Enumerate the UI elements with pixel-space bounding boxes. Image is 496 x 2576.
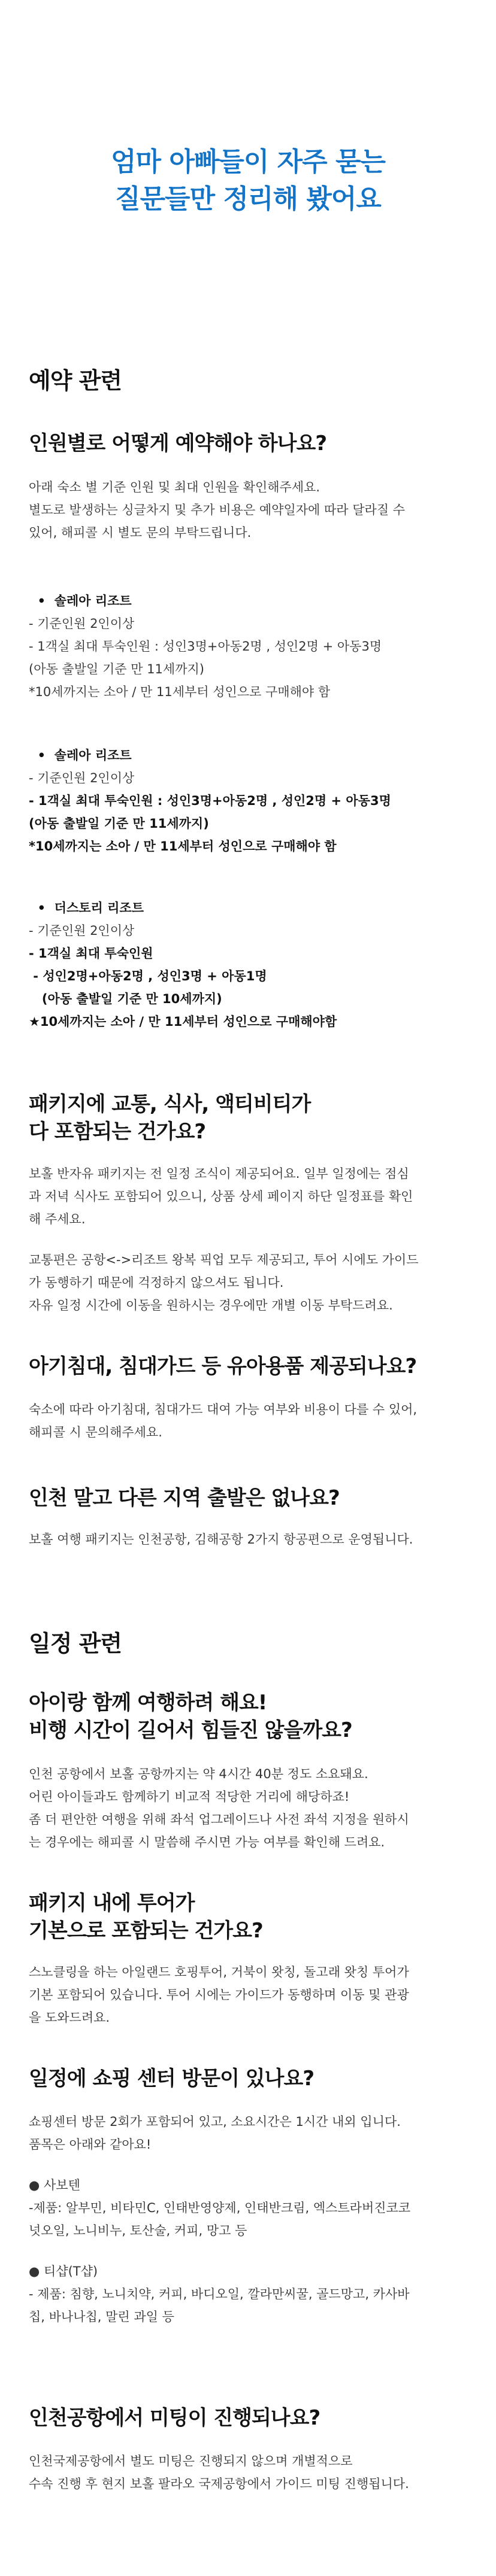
answer-line: 는 경우에는 해피콜 시 말씀해 주시면 가능 여부를 확인해 드려요.	[29, 1835, 385, 1849]
answer-block	[0, 476, 496, 544]
answer-line: - 기준인원 2인이상	[29, 924, 135, 938]
answer-block	[0, 1162, 496, 1317]
answer-block	[0, 1961, 496, 2029]
resort-block	[0, 897, 496, 1033]
answer-line: - 1객실 최대 투숙인원 : 성인3명+아동2명 , 성인2명 + 아동3명	[29, 639, 382, 654]
question-title-line: 다 포함되는 건가요?	[29, 1120, 206, 1144]
answer-block	[0, 2110, 496, 2328]
answer-line: 교통편은 공항<->리조트 왕복 픽업 모두 제공되고, 투어 시에도 가이드	[29, 1253, 419, 1267]
resort-block	[0, 744, 496, 858]
answer-line: 인천국제공항에서 별도 미팅은 진행되지 않으며 개별적으로	[29, 2454, 353, 2468]
answer-line: 을 도와드려요.	[29, 2010, 110, 2025]
answer-line: - 기준인원 2인이상	[29, 771, 135, 785]
answer-line: 가 동행하기 때문에 걱정하지 않으셔도 됩니다.	[29, 1275, 284, 1290]
answer-line: *10세까지는 소아 / 만 11세부터 성인으로 구매해야 함	[29, 685, 331, 699]
answer-line: ★10세까지는 소아 / 만 11세부터 성인으로 구매해야함	[29, 1014, 337, 1029]
answer-line: 자유 일정 시간에 이동을 원하시는 경우에만 개별 이동 부탁드려요.	[29, 1298, 393, 1313]
shop-name: ● 티샵(T샵)	[29, 2264, 98, 2279]
hero-line-1: 엄마 아빠들이 자주 묻는	[111, 147, 385, 177]
hero-line-2: 질문들만 정리해 봤어요	[115, 184, 381, 214]
answer-line: 있어, 해피콜 시 별도 문의 부탁드립니다.	[29, 525, 252, 540]
resort-name: • 솔레아 리조트	[29, 748, 132, 763]
answer-line: *10세까지는 소아 / 만 11세부터 성인으로 구매해야 함	[29, 839, 337, 853]
answer-line: 스노클링을 하는 아일랜드 호핑투어, 거북이 왓칭, 돌고래 왓칭 투어가	[29, 1965, 409, 1979]
answer-block	[0, 1763, 496, 1854]
answer-line: - 성인2명+아동2명 , 성인3명 + 아동1명	[29, 969, 267, 983]
question-title: 인원별로 어떻게 예약해야 하나요?	[29, 432, 327, 455]
answer-line: -제품: 알부민, 비타민C, 인태반영양제, 인태반크림, 엑스트라버진코코	[29, 2201, 411, 2215]
answer-line: 보홀 여행 패키지는 인천공항, 김해공항 2가지 항공편으로 운영됩니다.	[29, 1532, 413, 1547]
answer-line: - 제품: 침향, 노니치약, 커피, 바디오일, 깔라만씨꿀, 골드망고, 카사바	[29, 2287, 410, 2301]
answer-line: 수속 진행 후 현지 보홀 팔라오 국제공항에서 가이드 미팅 진행됩니다.	[29, 2477, 409, 2491]
question-title-line: 패키지 내에 투어가	[29, 1891, 195, 1915]
question-title	[29, 1890, 467, 1945]
answer-line: 해피콜 시 문의해주세요.	[29, 1425, 162, 1439]
resort-block	[0, 590, 496, 703]
answer-block	[0, 1528, 496, 1551]
question-title-line: 아이랑 함께 여행하려 해요!	[29, 1691, 267, 1715]
answer-line: 숙소에 따라 아기침대, 침대가드 대여 가능 여부와 비용이 다를 수 있어,	[29, 1402, 418, 1417]
answer-line: 보홀 반자유 패키지는 전 일정 조식이 제공되어요. 일부 일정에는 점심	[29, 1167, 409, 1181]
answer-line: (아동 출발일 기준 만 11세까지)	[29, 662, 204, 676]
question-title: 아기침대, 침대가드 등 유아용품 제공되나요?	[29, 1354, 417, 1378]
question-title	[29, 1090, 467, 1146]
answer-line: (아동 출발일 기준 만 11세까지)	[29, 816, 209, 831]
question-title-line: 비행 시간이 길어서 힘들진 않을까요?	[29, 1718, 352, 1742]
question-title: 일정에 쇼핑 센터 방문이 있나요?	[29, 2067, 314, 2091]
answer-line: 넛오일, 노니비누, 토산술, 커피, 망고 등	[29, 2223, 247, 2238]
resort-name: • 솔레아 리조트	[29, 594, 132, 608]
answer-line: 인천 공항에서 보홀 공항까지는 약 4시간 40분 정도 소요돼요.	[29, 1767, 368, 1781]
answer-line: - 기준인원 2인이상	[29, 616, 135, 631]
question-title-line: 기본으로 포함되는 건가요?	[29, 1919, 263, 1943]
hero-heading	[0, 0, 496, 218]
answer-line: 어린 아이들과도 함께하기 비교적 적당한 거리에 해당하죠!	[29, 1790, 350, 1804]
answer-block	[0, 2450, 496, 2495]
answer-line: 칩, 바나나칩, 말린 과일 등	[29, 2310, 174, 2324]
answer-block	[0, 1398, 496, 1444]
section-title-reservation: 예약 관련	[29, 367, 122, 394]
answer-line: 아래 숙소 별 기준 인원 및 최대 인원을 확인해주세요.	[29, 480, 320, 494]
answer-line: 쇼핑센터 방문 2회가 포함되어 있고, 소요시간은 1시간 내외 입니다.	[29, 2115, 401, 2129]
question-title: 인천공항에서 미팅이 진행되나요?	[29, 2406, 320, 2430]
question-title: 인천 말고 다른 지역 출발은 없나요?	[29, 1486, 340, 1510]
resort-name: • 더스토리 리조트	[29, 901, 144, 915]
answer-line: (아동 출발일 기준 만 10세까지)	[29, 992, 222, 1006]
answer-line: 해 주세요.	[29, 1212, 86, 1226]
answer-line: 좀 더 편안한 여행을 위해 좌석 업그레이드나 사전 좌석 지정을 원하시	[29, 1812, 409, 1827]
question-title	[29, 1689, 467, 1744]
answer-line: 과 저녁 식사도 포함되어 있으니, 상품 상세 페이지 하단 일정표를 확인	[29, 1189, 413, 1204]
answer-line: - 1객실 최대 투숙인원	[29, 946, 153, 961]
answer-line: 품목은 아래와 같아요!	[29, 2137, 152, 2152]
answer-line: 기본 포함되어 있습니다. 투어 시에는 가이드가 동행하며 이동 및 관광	[29, 1988, 409, 2002]
answer-line: 별도로 발생하는 싱글차지 및 추가 비용은 예약일자에 따라 달라질 수	[29, 503, 406, 517]
answer-line: - 1객실 최대 투숙인원 : 성인3명+아동2명 , 성인2명 + 아동3명	[29, 794, 391, 808]
section-title-schedule: 일정 관련	[29, 1630, 122, 1657]
question-title-line: 패키지에 교통, 식사, 액티비티가	[29, 1092, 311, 1116]
shop-name: ● 사보텐	[29, 2178, 80, 2192]
